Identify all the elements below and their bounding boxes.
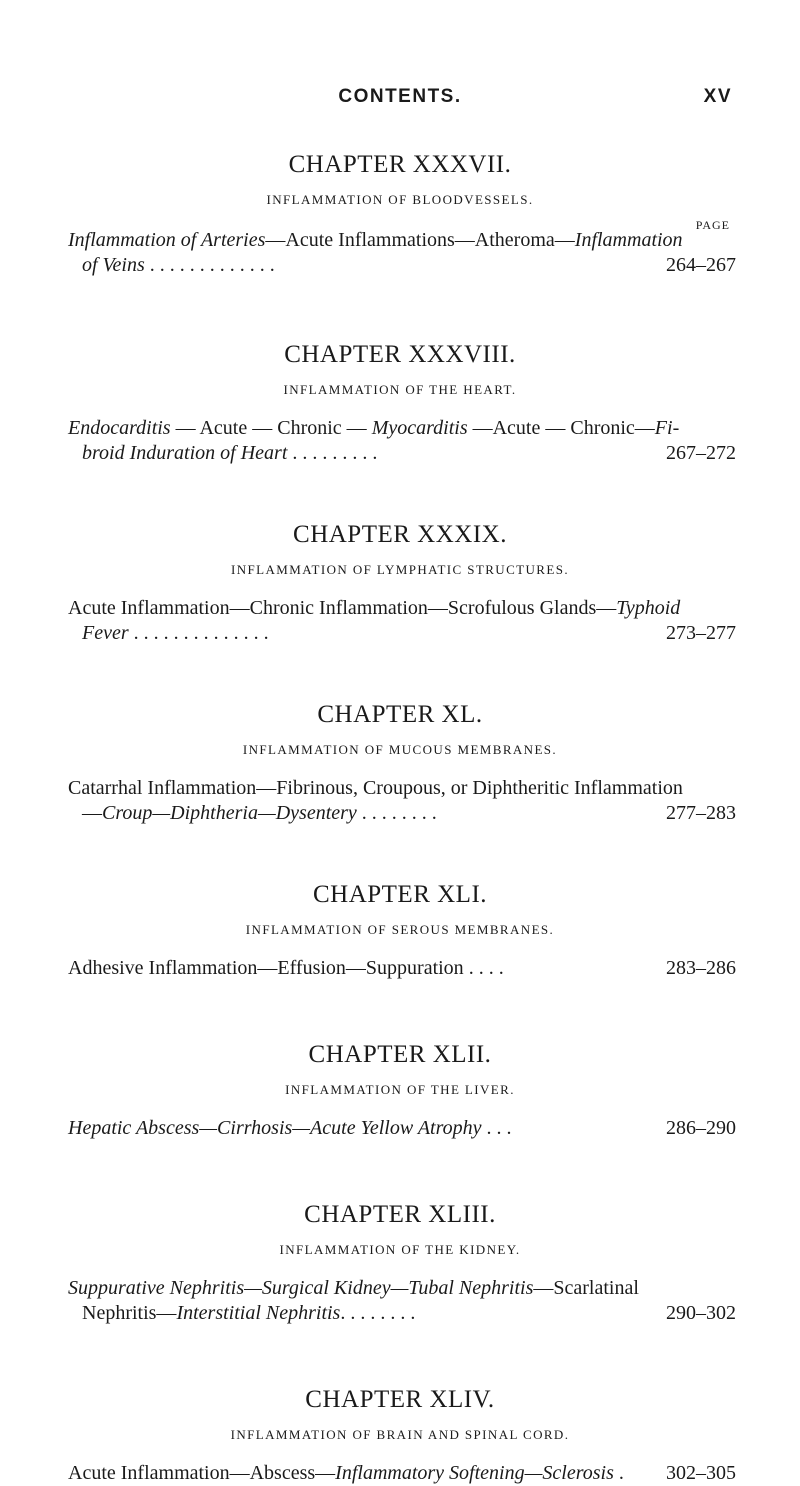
chapter-subheading: INFLAMMATION OF LYMPHATIC STRUCTURES. [231,562,569,577]
entry-text-segment: Acute Inflammation—Chronic Inflammation—Scrofulous Glands— [68,597,617,619]
entry-text-segment: Typhoid [616,597,681,619]
page-range: 267–272 [666,442,736,464]
chapter-heading: CHAPTER XXXVII. [288,151,512,178]
entry-text-segment: of Veins [82,254,145,276]
contents-entry [68,1461,736,1486]
entry-text-segment: broid Induration of Heart [82,442,288,464]
contents-entry [68,1116,736,1141]
chapter-heading: CHAPTER XXXIX. [293,521,507,548]
entry-text-segment: Myocarditis [371,417,468,439]
chapter-block [0,150,800,278]
entry-text-segment: . . . . . . . . [356,802,437,824]
chapter-block [0,880,800,981]
page-range: 290–302 [666,1302,736,1324]
page-range: 302–305 [666,1462,736,1484]
entry-text-segment: —Scarlatinal [533,1277,639,1299]
entry-line [68,441,736,466]
chapter-block [0,700,800,826]
page-range: 264–267 [666,254,736,276]
chapter-subheading: INFLAMMATION OF SEROUS MEMBRANES. [245,922,555,937]
chapter-block [0,1040,800,1141]
entry-line [68,228,736,253]
chapter-heading: CHAPTER XLIV. [305,1386,495,1413]
entry-text-segment: Endocarditis [68,417,171,439]
contents-entry [68,776,736,826]
entry-text-segment: . . . . [463,957,504,979]
contents-entry [68,228,736,278]
chapter-subheading: INFLAMMATION OF THE LIVER. [285,1082,515,1097]
chapter-block [0,1385,800,1486]
contents-entry [68,416,736,466]
entry-text-segment: Suppurative Nephritis—Surgical Kidney—Tubal Nephritis [68,1277,534,1299]
chapter-subheading: INFLAMMATION OF BRAIN AND SPINAL CORD. [230,1427,570,1442]
chapter-subheading: INFLAMMATION OF THE KIDNEY. [279,1242,521,1257]
entry-line [68,1116,736,1141]
entry-line [68,1461,736,1486]
page-number: XV [703,86,732,107]
entry-text-segment: . . . [481,1117,512,1139]
entry-text-segment: Catarrhal Inflammation—Fibrinous, Croupous, or Diphtheritic Inflammation [68,777,683,799]
entry-text-segment: Inflammation [574,229,683,251]
entry-line [68,1301,736,1326]
entry-text-segment: . . . . . . . . [340,1302,416,1324]
entry-line [68,801,736,826]
chapter-heading: CHAPTER XLIII. [304,1201,496,1228]
entry-text-segment: . . . . . . . . . . . . . [144,254,275,276]
entry-text-segment: Fi- [654,417,680,439]
entry-text-segment: — [82,802,102,824]
page-range: 273–277 [666,622,736,644]
running-head-title: CONTENTS. [338,86,462,107]
entry-text-segment: Hepatic Abscess—Cirrhosis—Acute Yellow Atrophy [68,1117,482,1139]
page-range: 286–290 [666,1117,736,1139]
chapter-subheading: INFLAMMATION OF THE HEART. [283,382,517,397]
entry-text-segment: Fever [82,622,129,644]
chapter-block [0,340,800,466]
entry-text-segment: —Acute — Chronic— [467,417,655,439]
chapter-heading: CHAPTER XL. [317,701,483,728]
page-range: 277–283 [666,802,736,824]
entry-line [68,956,736,981]
entry-line [68,1276,736,1301]
contents-entry [68,1276,736,1326]
entry-text-segment: Croup—Diphtheria—Dysentery [102,802,357,824]
chapter-block [0,520,800,646]
entry-text-segment: Inflammatory Softening—Sclerosis [335,1462,614,1484]
contents-entry [68,956,736,981]
entry-text-segment: —Acute Inflammations—Atheroma— [265,229,575,251]
entry-line [68,596,736,621]
entry-text-segment: — Acute — Chronic — [170,417,372,439]
running-head [0,86,800,116]
entry-text-segment: Interstitial Nephritis [176,1302,341,1324]
entry-line [68,621,736,646]
page-column-label: PAGE [695,218,730,232]
entry-text-segment: . . . . . . . . . . . . . . [128,622,269,644]
chapter-block [0,1200,800,1326]
entry-text-segment: . [613,1462,624,1484]
contents-entry [68,596,736,646]
page-range: 283–286 [666,957,736,979]
chapter-subheading: INFLAMMATION OF BLOODVESSELS. [266,192,534,207]
entry-text-segment: . . . . . . . . . [287,442,378,464]
entry-line [68,416,736,441]
entry-line [68,776,736,801]
entry-text-segment: Acute Inflammation—Abscess— [68,1462,336,1484]
entry-text-segment: Adhesive Inflammation—Effusion—Suppuration [68,957,464,979]
entry-text-segment: Nephritis— [82,1302,177,1324]
chapter-heading: CHAPTER XLII. [308,1041,492,1068]
chapter-heading: CHAPTER XXXVIII. [284,341,516,368]
chapter-heading: CHAPTER XLI. [312,881,488,908]
entry-line [68,253,736,278]
entry-text-segment: Inflammation of Arteries [68,229,266,251]
chapter-subheading: INFLAMMATION OF MUCOUS MEMBRANES. [242,742,558,757]
